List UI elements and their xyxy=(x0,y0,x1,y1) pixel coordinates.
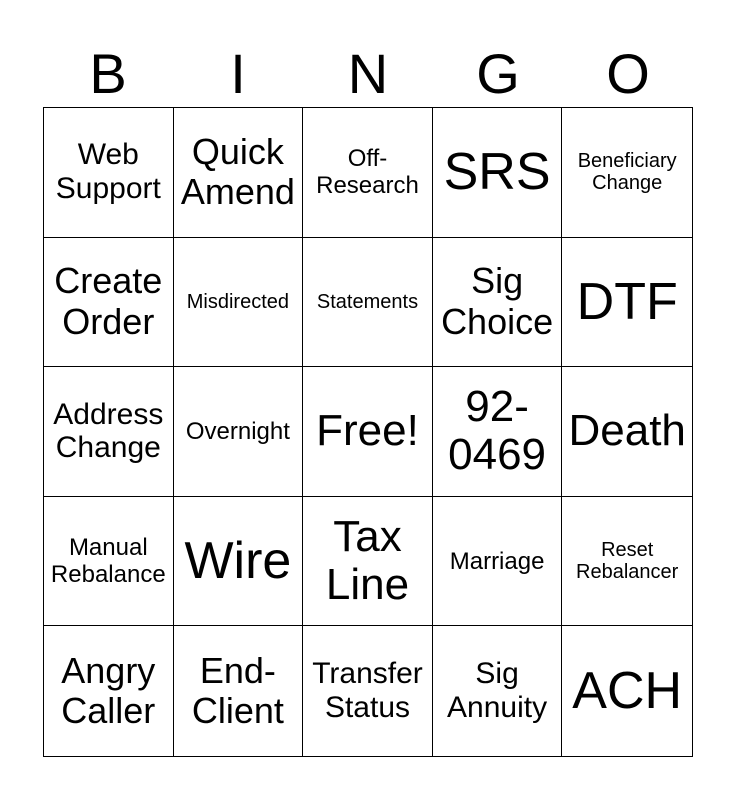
bingo-cell[interactable] xyxy=(44,626,174,756)
bingo-cell[interactable] xyxy=(433,108,563,238)
cell-text: Address Change xyxy=(53,397,164,465)
cell-text: Beneficiary Change xyxy=(577,149,677,195)
cell-text: End- Client xyxy=(191,649,284,732)
bingo-cell[interactable] xyxy=(174,626,304,756)
bingo-cell[interactable] xyxy=(44,108,174,238)
cell-text: Statements xyxy=(316,290,419,313)
cell-text: Misdirected xyxy=(186,290,290,313)
cell-text: Manual Rebalance xyxy=(50,533,166,589)
header-letter-o: O xyxy=(606,42,650,105)
cell-text: Web Support xyxy=(55,138,161,206)
bingo-cell[interactable] xyxy=(562,367,692,497)
bingo-cell[interactable] xyxy=(562,497,692,627)
bingo-cell[interactable] xyxy=(303,108,433,238)
cell-text: Overnight xyxy=(185,417,290,445)
bingo-cell[interactable] xyxy=(433,497,563,627)
cell-text: Off- Research xyxy=(316,145,419,200)
cell-text: DTF xyxy=(576,272,678,331)
bingo-cell[interactable] xyxy=(433,626,563,756)
cell-text: Quick Amend xyxy=(180,130,295,213)
header-letter-g: G xyxy=(476,42,520,105)
bingo-cell[interactable] xyxy=(174,367,304,497)
cell-text: Sig Choice xyxy=(441,260,554,342)
bingo-cell[interactable] xyxy=(44,238,174,368)
bingo-cell[interactable] xyxy=(44,367,174,497)
header-letter-b: B xyxy=(89,42,127,105)
bingo-cell[interactable] xyxy=(562,238,692,368)
bingo-cell[interactable] xyxy=(303,497,433,627)
bingo-cell[interactable] xyxy=(44,497,174,627)
header-letter-i: I xyxy=(230,42,246,105)
cell-text: Reset Rebalancer xyxy=(576,538,679,584)
cell-text: Marriage xyxy=(449,547,545,575)
cell-text: SRS xyxy=(443,142,551,201)
cell-text: Create Order xyxy=(54,260,163,342)
bingo-header xyxy=(43,40,693,108)
cell-text: Sig Annuity xyxy=(447,657,548,725)
cell-text: Free! xyxy=(316,406,419,456)
bingo-cell[interactable] xyxy=(303,626,433,756)
bingo-cell[interactable] xyxy=(562,626,692,756)
cell-text: Death xyxy=(568,406,686,456)
cell-text: Tax Line xyxy=(325,511,410,610)
header-letter-n: N xyxy=(347,42,389,105)
bingo-cell[interactable] xyxy=(303,238,433,368)
cell-text: 92- 0469 xyxy=(448,382,547,480)
cell-text: ACH xyxy=(572,661,683,720)
bingo-cell[interactable] xyxy=(433,367,563,497)
cell-text: Wire xyxy=(184,531,292,590)
bingo-cell[interactable] xyxy=(562,108,692,238)
bingo-cell[interactable] xyxy=(174,497,304,627)
bingo-cell[interactable] xyxy=(303,367,433,497)
bingo-cell[interactable] xyxy=(433,238,563,368)
cell-text: Angry Caller xyxy=(61,649,156,732)
bingo-cell[interactable] xyxy=(174,238,304,368)
bingo-board xyxy=(43,107,693,757)
bingo-cell[interactable] xyxy=(174,108,304,238)
cell-text: Transfer Status xyxy=(312,657,423,725)
